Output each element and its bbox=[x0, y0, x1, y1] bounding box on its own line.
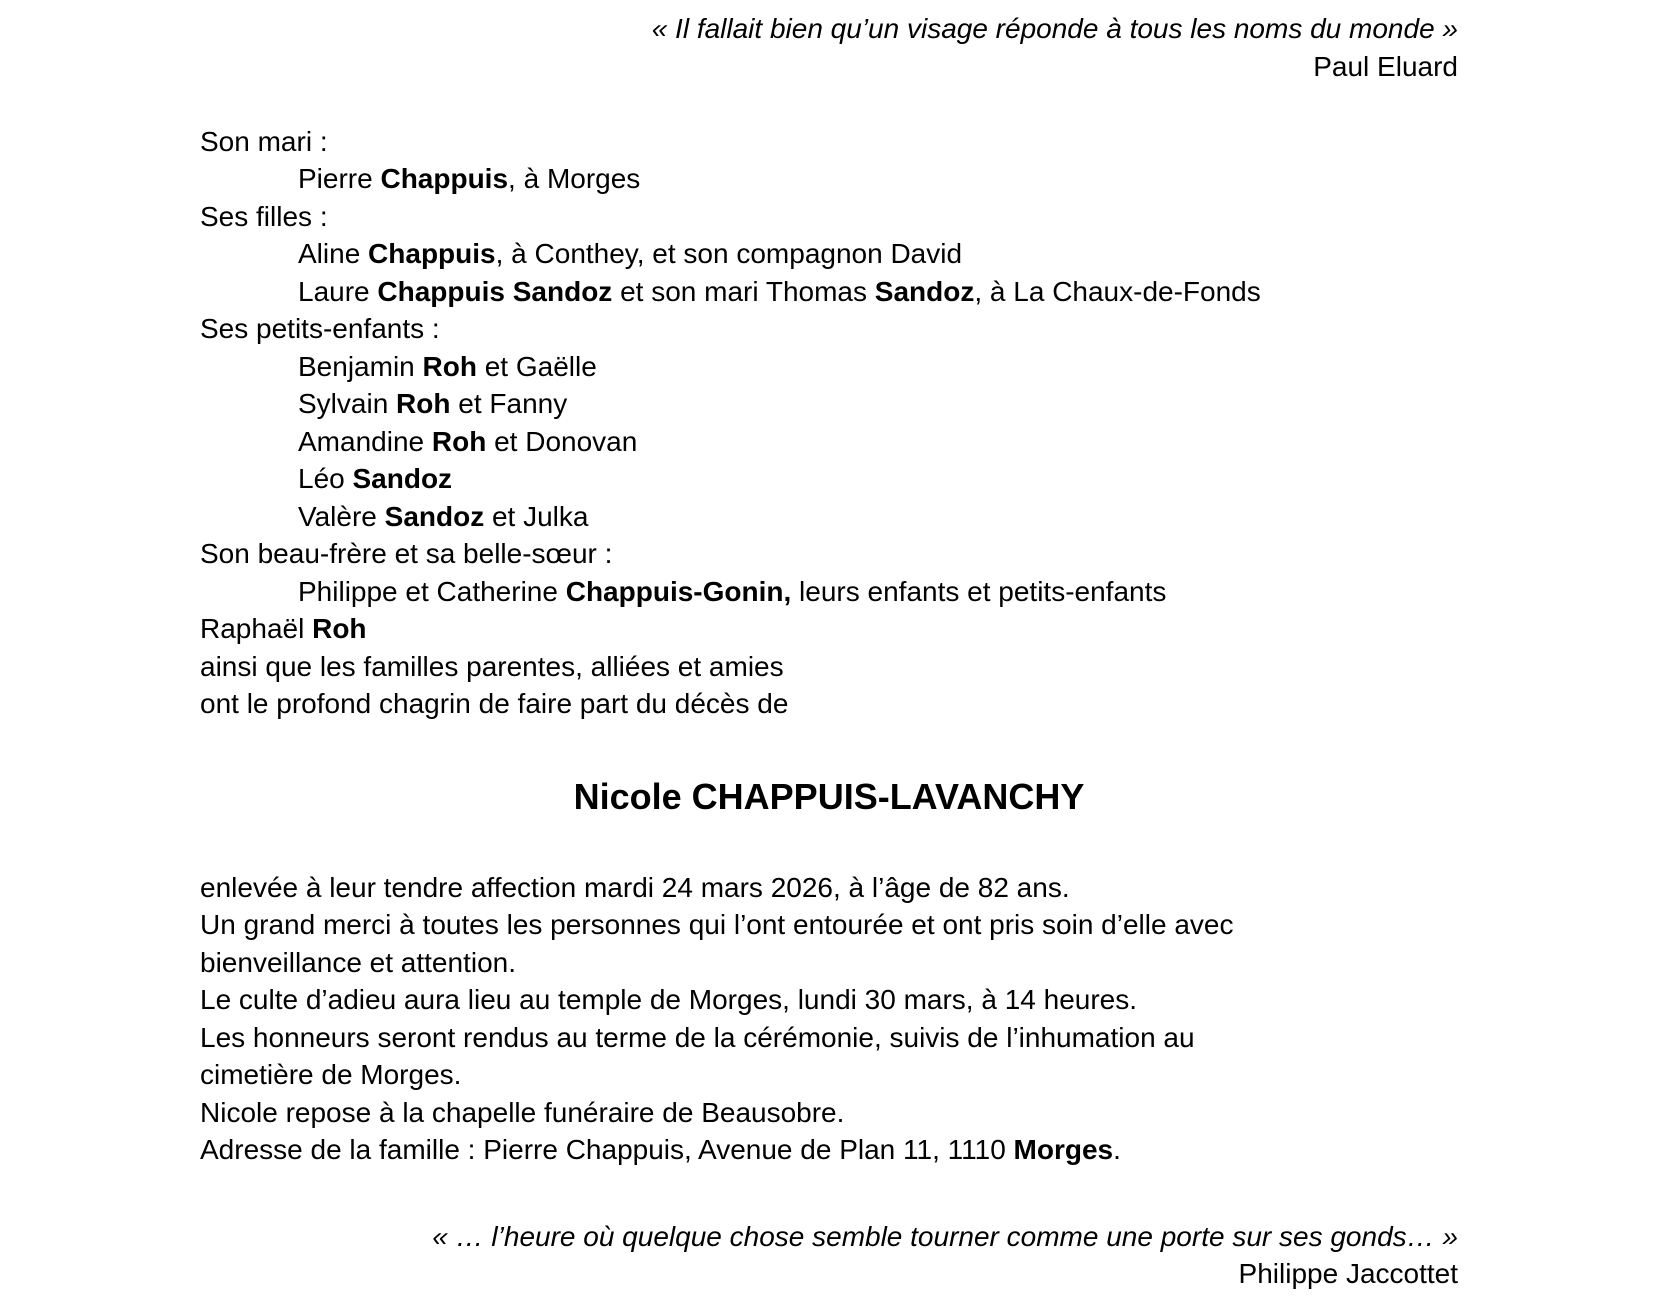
text-run: et Donovan bbox=[486, 425, 638, 457]
text-run: Sylvain bbox=[298, 388, 397, 419]
epigraph-bottom bbox=[200, 1218, 1458, 1293]
text-run: . bbox=[1113, 1134, 1121, 1165]
text-run: , à Morges bbox=[508, 163, 641, 194]
bold-name-run: Morges bbox=[1013, 1134, 1114, 1165]
text-run: cimetière de Morges. bbox=[200, 1059, 462, 1090]
text-line bbox=[200, 310, 1458, 348]
text-run: et Julka bbox=[484, 500, 589, 532]
announcement-text bbox=[200, 869, 1458, 1169]
text-run: Valère bbox=[298, 500, 385, 532]
text-line bbox=[200, 160, 1458, 198]
text-run: et Gaëlle bbox=[476, 350, 597, 382]
text-run: Ses filles : bbox=[200, 200, 328, 232]
text-run: Amandine bbox=[298, 425, 432, 457]
text-run: Nicole repose à la chapelle funéraire de Beausobre. bbox=[200, 1096, 845, 1128]
bold-name-run: Sandoz bbox=[874, 275, 975, 307]
text-run: Benjamin bbox=[298, 350, 423, 382]
bold-name-run: Chappuis bbox=[368, 238, 496, 269]
text-run: Un grand merci à toutes les personnes qui l’ont entourée et ont pris soin d’elle avec bbox=[200, 909, 1234, 940]
text-line bbox=[200, 235, 1458, 273]
text-run: et son mari Thomas bbox=[612, 275, 875, 307]
text-line bbox=[200, 1019, 1458, 1057]
text-run: ont le profond chagrin de faire part du décès de bbox=[200, 688, 789, 719]
text-line bbox=[200, 573, 1458, 611]
text-line bbox=[200, 1056, 1458, 1094]
family-list bbox=[200, 123, 1458, 723]
text-line bbox=[200, 498, 1458, 536]
text-line bbox=[200, 348, 1458, 386]
text-run: Laure bbox=[298, 275, 378, 307]
text-run: enlevée à leur tendre affection mardi 24 mars 2026, à l’âge de 82 ans. bbox=[200, 871, 1070, 903]
text-line bbox=[200, 981, 1458, 1019]
text-line bbox=[200, 869, 1458, 907]
bold-name-run: Chappuis Sandoz bbox=[377, 275, 613, 307]
text-line bbox=[200, 273, 1458, 311]
text-run: Le culte d’adieu aura lieu au temple de Morges, lundi 30 mars, à 14 heures. bbox=[200, 984, 1138, 1015]
text-run: leurs enfants et petits-enfants bbox=[791, 575, 1167, 607]
epigraph-bottom-quote: « … l’heure où quelque chose semble tourner comme une porte sur ses gonds… » bbox=[432, 1220, 1458, 1252]
text-run: Raphaël bbox=[200, 613, 313, 644]
text-line bbox=[200, 460, 1458, 498]
text-line bbox=[200, 1131, 1458, 1169]
text-line bbox=[200, 944, 1458, 982]
text-line bbox=[200, 906, 1458, 944]
text-run: et Fanny bbox=[450, 388, 568, 419]
bold-name-run: Roh bbox=[422, 350, 477, 382]
text-run: Les honneurs seront rendus au terme de la cérémonie, suivis de l’inhumation au bbox=[200, 1021, 1195, 1053]
text-line bbox=[200, 648, 1458, 686]
bold-name-run: Roh bbox=[312, 613, 367, 644]
text-line bbox=[200, 1094, 1458, 1132]
text-line bbox=[200, 123, 1458, 161]
text-run: bienveillance et attention. bbox=[200, 946, 516, 978]
bold-name-run: Sandoz bbox=[352, 463, 453, 494]
text-line bbox=[200, 535, 1458, 573]
text-run: Aline bbox=[298, 238, 369, 269]
epigraph-bottom-author: Philippe Jaccottet bbox=[1238, 1258, 1458, 1289]
epigraph-top-quote: « Il fallait bien qu’un visage réponde à tous les noms du monde » bbox=[651, 13, 1458, 44]
text-run: Ses petits-enfants : bbox=[200, 313, 440, 344]
deceased-name: Nicole CHAPPUIS-LAVANCHY bbox=[573, 775, 1085, 817]
text-run: Adresse de la famille : Pierre Chappuis, Avenue de Plan 11, 1110 bbox=[200, 1134, 1014, 1165]
epigraph-top bbox=[200, 10, 1458, 85]
text-line bbox=[200, 423, 1458, 461]
bold-name-run: Sandoz bbox=[384, 500, 485, 532]
epigraph-top-author: Paul Eluard bbox=[1313, 50, 1458, 82]
text-line bbox=[200, 685, 1458, 723]
bold-name-run: Chappuis bbox=[380, 163, 509, 194]
bold-name-run: Chappuis-Gonin, bbox=[565, 575, 792, 607]
text-run: Léo bbox=[298, 463, 353, 494]
text-run: , à La Chaux-de-Fonds bbox=[974, 275, 1261, 307]
text-line bbox=[200, 385, 1458, 423]
text-run: Son beau-frère et sa belle-sœur : bbox=[200, 538, 613, 569]
text-run: Pierre bbox=[298, 163, 381, 194]
bold-name-run: Roh bbox=[396, 388, 451, 419]
text-line bbox=[200, 198, 1458, 236]
text-run: , à Conthey, et son compagnon David bbox=[495, 238, 963, 269]
text-run: ainsi que les familles parentes, alliées et amies bbox=[200, 650, 784, 682]
text-run: Son mari : bbox=[200, 125, 328, 157]
text-line bbox=[200, 610, 1458, 648]
bold-name-run: Roh bbox=[431, 425, 487, 457]
text-run: Philippe et Catherine bbox=[298, 575, 566, 607]
